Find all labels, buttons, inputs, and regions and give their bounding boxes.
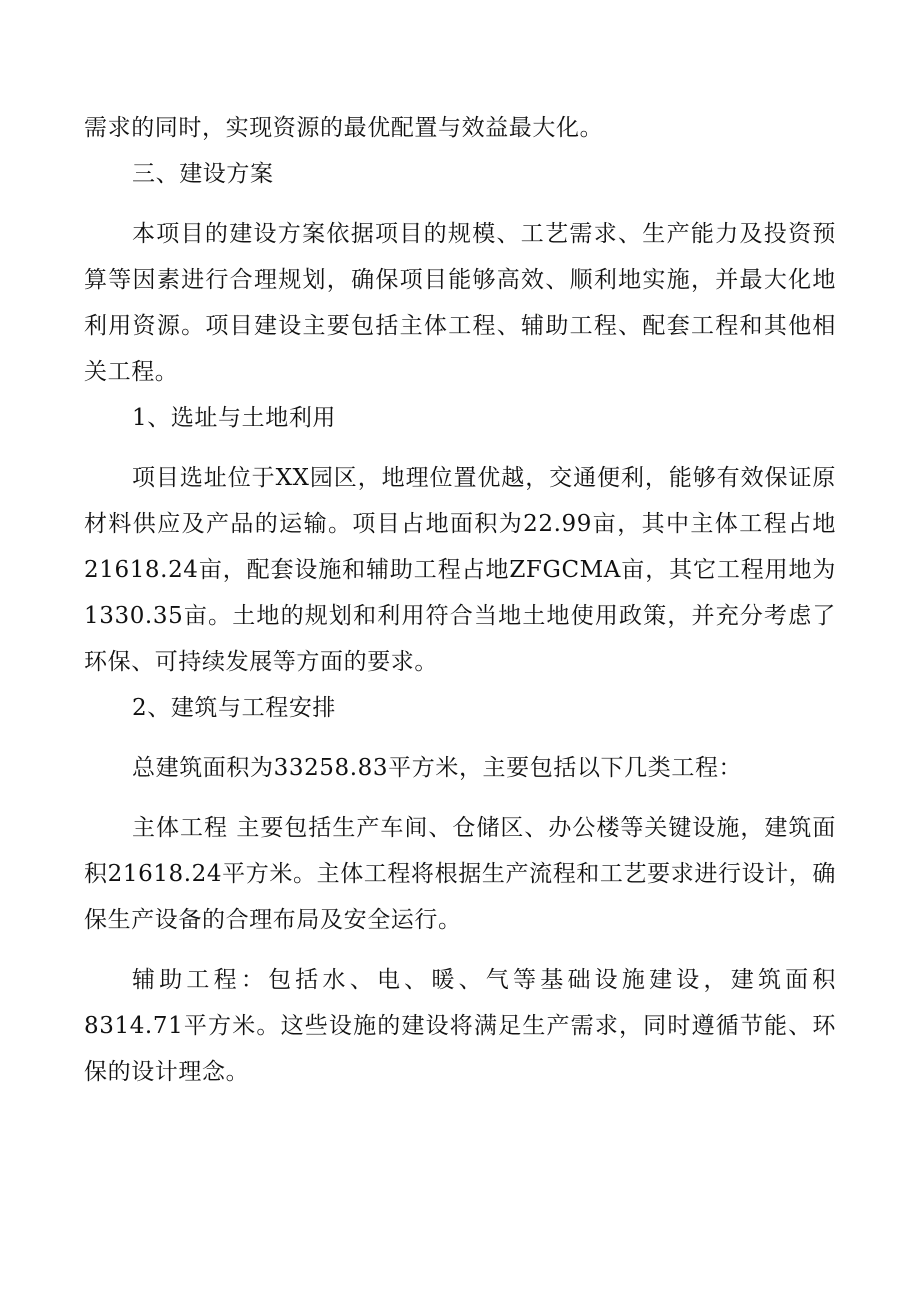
subsection-heading-buildings: 2、建筑与工程安排 [132, 695, 337, 721]
paragraph-plan-overview: 本项目的建设方案依据项目的规模、工艺需求、生产能力及投资预算等因素进行合理规划，确保项目能够高效、顺利地实施，并最大化地利用资源。项目建设主要包括主体工程、辅助工程、配套工程和其他相关工程。 [84, 221, 836, 385]
document-body [84, 105, 836, 1095]
paragraph-auxiliary-works: 辅助工程：包括水、电、暖、气等基础设施建设，建筑面积8314.71平方米。这些设施的建设将满足生产需求，同时遵循节能、环保的设计理念。 [84, 967, 836, 1085]
paragraph-site-land: 项目选址位于XX园区，地理位置优越，交通便利，能够有效保证原材料供应及产品的运输。项目占地面积为22.99亩，其中主体工程占地21618.24亩，配套设施和辅助工程占地ZFGCMA亩，其它工程用地为1330.35亩。土地的规划和利用符合当地土地使用政策，并充分考虑了环保、可持续发展等方面的要求。 [84, 465, 836, 675]
section-heading-construction-plan: 三、建设方案 [132, 161, 274, 187]
paragraph-main-works: 主体工程 主要包括生产车间、仓储区、办公楼等关键设施，建筑面积21618.24平方米。主体工程将根据生产流程和工艺要求进行设计，确保生产设备的合理布局及安全运行。 [84, 815, 836, 933]
paragraph-continuation: 需求的同时，实现资源的最优配置与效益最大化。 [84, 115, 604, 141]
subsection-heading-site-land: 1、选址与土地利用 [132, 405, 337, 431]
paragraph-total-area: 总建筑面积为33258.83平方米，主要包括以下几类工程： [132, 755, 743, 781]
